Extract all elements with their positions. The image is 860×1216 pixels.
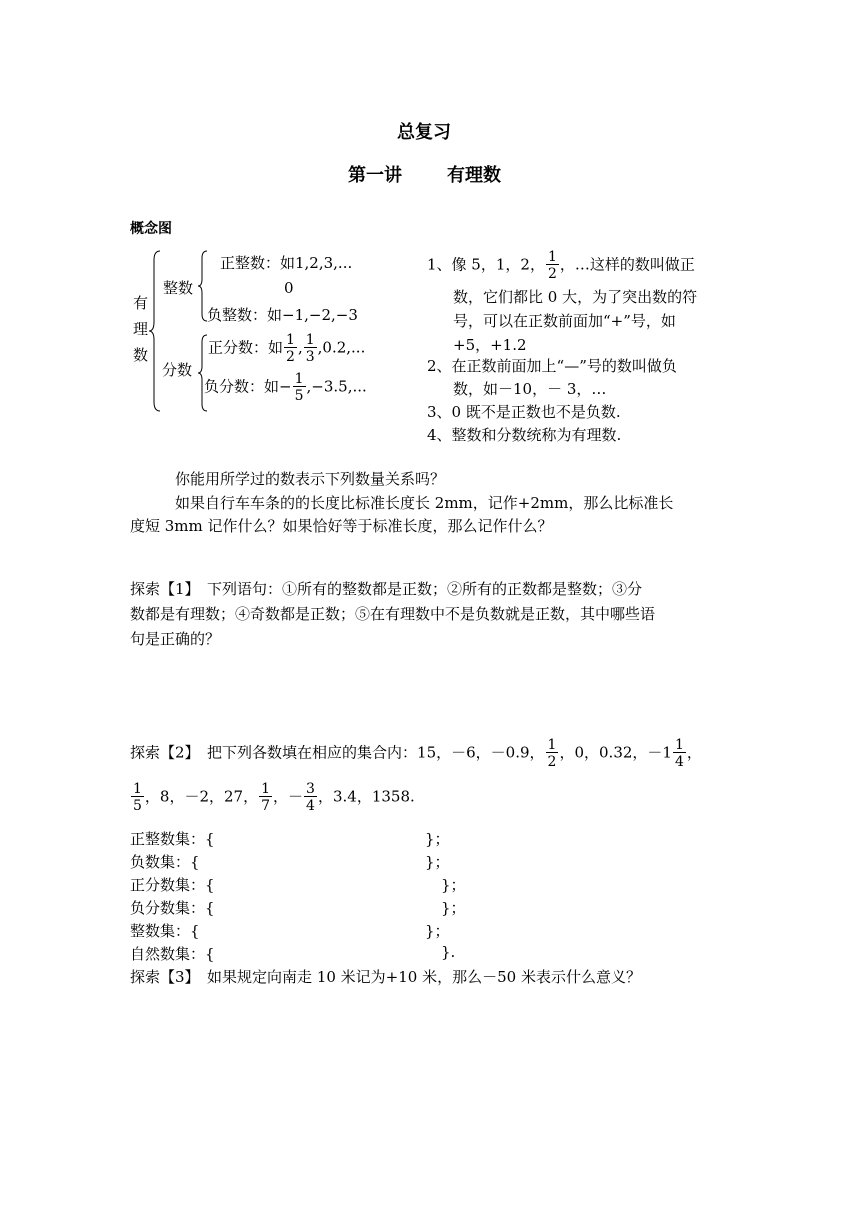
- negative-integer-example: 负整数：如−1,−2,−3: [207, 306, 358, 324]
- explore-2-line-2: [130, 782, 415, 813]
- intro-question-2-line-2: 度短 3mm 记作什么？如果恰好等于标准长度，那么记作什么？: [130, 517, 553, 535]
- explore-2-text-f: ，3.4，1358.: [317, 787, 415, 806]
- explore-3: 探索【3】 如果规定向南走 10 米记为+10 米，那么－50 米表示什么意义？: [130, 968, 641, 986]
- rule-2-line-1: 2、在正数前面加上“—”号的数叫做负: [427, 357, 677, 375]
- fraction-one-fifth: [131, 782, 144, 813]
- negative-fraction-example: [204, 372, 367, 403]
- rule-1-line-3: 号，可以在正数前面加“+”号，如: [453, 312, 676, 330]
- rule-1-line-4: +5，+1.2: [453, 336, 527, 354]
- intro-question-2-line-1: 如果自行车车条的的长度比标准长度长 2mm，记作+2mm，那么比标准长: [175, 494, 674, 512]
- set-negative-fractions-close: }；: [441, 899, 466, 917]
- positive-integer-example: 正整数：如1,2,3,...: [220, 254, 353, 272]
- denominator: 4: [674, 754, 684, 770]
- rule-1-text-a: 1、像 5，1，2，: [427, 255, 545, 274]
- denominator: 5: [294, 388, 304, 404]
- numerator: 1: [294, 371, 304, 387]
- rule-2-line-2: 数，如－10，－ 3，…: [453, 380, 607, 398]
- lecture-number: 第一讲: [348, 165, 402, 186]
- root-brace-icon: [148, 250, 162, 412]
- negative-fraction-prefix: 负分数：如−: [204, 377, 292, 396]
- set-positive-fractions-close: }；: [441, 876, 466, 894]
- set-negatives-label: 负数集：{: [130, 853, 200, 871]
- rule-1-text-b: ，…这样的数叫做正: [559, 255, 695, 274]
- set-positive-fractions-label: 正分数集：{: [130, 876, 215, 894]
- explore-2-text-d: ，8，－2，27，: [144, 787, 259, 806]
- root-label-2: 理: [133, 320, 149, 338]
- numerator: 1: [547, 249, 557, 265]
- denominator: 2: [286, 349, 295, 365]
- set-integers-label: 整数集：{: [130, 922, 200, 940]
- intro-question-1: 你能用所学过的数表示下列数量关系吗？: [175, 470, 446, 488]
- denominator: 7: [261, 798, 271, 814]
- numerator: 1: [305, 332, 315, 348]
- denominator: 3: [305, 349, 315, 365]
- fraction-label: 分数: [162, 361, 193, 379]
- denominator: 4: [306, 798, 315, 814]
- fraction-one-half: [284, 333, 297, 364]
- root-label-3: 数: [133, 346, 149, 364]
- numerator: 1: [261, 781, 271, 797]
- denominator: 2: [547, 754, 557, 770]
- explore-1-line-2: 数都是有理数；④奇数都是正数；⑤在有理数中不是负数就是正数，其中哪些语: [130, 605, 656, 623]
- numerator: 3: [306, 781, 315, 797]
- separator: ,: [297, 338, 303, 357]
- denominator: 5: [133, 798, 142, 814]
- numerator: 1: [674, 737, 684, 753]
- concept-map-heading: 概念图: [130, 221, 172, 237]
- set-naturals-label: 自然数集：{: [130, 945, 215, 963]
- explore-2-line-1: [130, 738, 702, 769]
- rule-1-line-1: [427, 250, 695, 281]
- explore-2-text-c: ，: [686, 743, 702, 762]
- positive-fraction-suffix: ,0.2,...: [317, 338, 366, 357]
- set-positive-integers-label: 正整数集：{: [130, 830, 215, 848]
- rule-1-line-2: 数，它们都比 0 大，为了突出数的符: [453, 288, 698, 306]
- set-integers-close: }；: [425, 922, 450, 940]
- numerator: 1: [133, 781, 142, 797]
- set-negatives-close: }；: [425, 853, 450, 871]
- negative-fraction-suffix: ,−3.5,...: [306, 377, 367, 396]
- fraction-one-seventh: [259, 782, 272, 813]
- explore-2-text-a: 探索【2】 把下列各数填在相应的集合内：15，－6，－0.9，: [130, 743, 545, 762]
- explore-1-line-1: 探索【1】 下列语句：①所有的整数都是正数；②所有的正数都是整数；③分: [130, 580, 643, 598]
- lecture-topic: 有理数: [447, 165, 501, 186]
- page-title: 总复习: [397, 122, 451, 143]
- rule-3: 3、0 既不是正数也不是负数.: [427, 403, 621, 421]
- zero-label: 0: [284, 279, 294, 297]
- fraction-one-quarter: [673, 738, 686, 769]
- set-negative-fractions-label: 负分数集：{: [130, 899, 215, 917]
- denominator: 2: [547, 266, 557, 282]
- rule-4: 4、整数和分数统称为有理数.: [427, 426, 622, 444]
- positive-fraction-example: [208, 333, 365, 364]
- numerator: 1: [547, 737, 557, 753]
- set-positive-integers-close: }；: [425, 830, 450, 848]
- fraction-one-half: [546, 250, 559, 281]
- fraction-one-fifth: [293, 372, 306, 403]
- explore-2-text-b: ，0，0.32，－1: [559, 743, 672, 762]
- root-label-1: 有: [133, 294, 149, 312]
- explore-1-line-3: 句是正确的？: [130, 630, 221, 648]
- fraction-one-third: [304, 333, 317, 364]
- fraction-one-half: [546, 738, 559, 769]
- numerator: 1: [286, 332, 295, 348]
- positive-fraction-prefix: 正分数：如: [208, 338, 284, 357]
- integer-label: 整数: [163, 279, 194, 297]
- explore-2-text-e: ，－: [273, 787, 304, 806]
- fraction-three-quarters: [304, 782, 317, 813]
- set-naturals-close: }.: [441, 943, 456, 961]
